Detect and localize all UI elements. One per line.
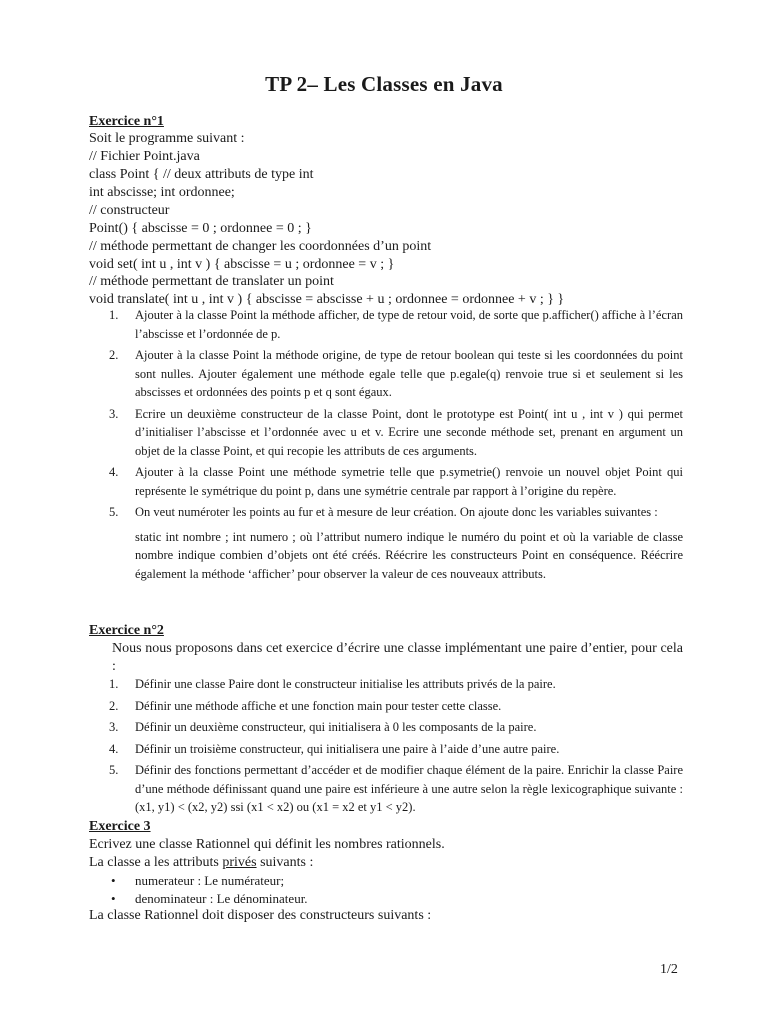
code-line: // méthode permettant de changer les coordonnées d’un point	[89, 239, 432, 254]
code-line: Point() { abscisse = 0 ; ordonnee = 0 ; }	[89, 221, 312, 236]
list-item	[89, 718, 683, 737]
bullet-icon: •	[111, 891, 116, 906]
code-line: class Point { // deux attributs de type int	[89, 167, 314, 182]
code-line: void translate( int u , int v ) { abscisse = abscisse + u ; ordonnee = ordonnee + v ; } }	[89, 292, 565, 307]
exercise-3-line: Ecrivez une classe Rationnel qui définit les nombres rationnels.	[89, 837, 445, 852]
item-text: Définir un deuxième constructeur, qui initialisera à 0 les composants de la paire.	[135, 720, 537, 734]
bullet-text: denominateur : Le dénominateur.	[135, 891, 308, 906]
item-number: 2.	[109, 698, 119, 713]
list-item	[89, 675, 683, 694]
code-line: // méthode permettant de translater un point	[89, 274, 334, 289]
code-line: void set( int u , int v ) { abscisse = u ; ordonnee = v ; }	[89, 257, 395, 272]
item-number: 4.	[109, 741, 119, 756]
item-number: 3.	[109, 406, 119, 421]
list-item	[89, 697, 683, 716]
item-extra-text: static int nombre ; int numero ; où l’attribut numero indique le numéro du point et où la variable de classe nombre indique combien d’objets ont été créés. Réécrire les constructeurs Point en conséquence. Réécrire également la méthode ‘afficher’ pour observer la valeur de ces nouveaux attributs.	[135, 529, 683, 581]
exercise-3-heading: Exercice 3	[89, 819, 151, 834]
list-item	[89, 740, 683, 759]
exercise-2-intro: Nous nous proposons dans cet exercice d’écrire une classe implémentant une paire d’entier, pour cela :	[112, 641, 683, 674]
text-fragment: suivants :	[256, 855, 314, 870]
item-text: Définir une méthode affiche et une fonction main pour tester cette classe.	[135, 698, 502, 713]
bullet-item	[89, 872, 683, 890]
list-item	[89, 761, 683, 817]
exercise-2-questions	[89, 675, 683, 820]
code-line: // constructeur	[89, 203, 170, 218]
item-text: Définir une classe Paire dont le constructeur initialise les attributs privés de la paire.	[135, 677, 556, 691]
exercise-1-questions	[89, 306, 683, 586]
code-line: // Fichier Point.java	[89, 149, 200, 164]
list-item	[89, 346, 683, 402]
bullet-text: numerateur : Le numérateur;	[135, 873, 285, 888]
item-number: 5.	[109, 763, 119, 777]
exercise-2-heading: Exercice n°2	[89, 623, 164, 638]
exercise-3-attributes	[89, 872, 683, 908]
list-item	[89, 463, 683, 500]
exercise-3-line	[89, 854, 313, 872]
item-number: 5.	[109, 505, 119, 519]
code-line: int abscisse; int ordonnee;	[89, 185, 235, 200]
item-number: 4.	[109, 465, 119, 479]
text-fragment: La classe a les attributs	[89, 855, 223, 870]
item-text: Ajouter à la classe Point une méthode symetrie telle que p.symetrie() renvoie un nouvel objet Point qui représente le symétrique du point p, dans une symétrie centrale par rapport à l’origine du repère.	[135, 465, 683, 498]
list-item	[89, 405, 683, 461]
list-item	[89, 306, 683, 343]
bullet-item	[89, 890, 683, 908]
item-number: 3.	[109, 720, 119, 734]
bullet-icon: •	[111, 873, 116, 888]
item-text: Ajouter à la classe Point la méthode origine, de type de retour boolean qui teste si les coordonnées du point sont nulles. Ajouter également une méthode egale telle que p.egale(q) renvoie true si et seulement si les abscisses et ordonnées des points p et q sont égaux.	[135, 348, 683, 399]
document-title: TP 2– Les Classes en Java	[265, 72, 503, 96]
item-text: Définir un troisième constructeur, qui initialisera une paire à l’aide d’une autre paire.	[135, 741, 560, 756]
page-number: 1/2	[660, 962, 678, 977]
item-text: Ecrire un deuxième constructeur de la classe Point, dont le prototype est Point( int u , int v ) qui permet d’initialiser l’abscisse et l’ordonnée avec u et v. Ecrire une seconde méthode set, prenant en argument un objet de la classe Point, et qui recopie les attributs de ces arguments.	[135, 406, 683, 458]
item-number: 1.	[109, 677, 119, 691]
item-text: On veut numéroter les points au fur et à mesure de leur création. On ajoute donc les variables suivantes :	[135, 505, 658, 519]
exercise-3-line: La classe Rationnel doit disposer des constructeurs suivants :	[89, 908, 432, 923]
code-line: Soit le programme suivant :	[89, 131, 245, 146]
item-text: Ajouter à la classe Point la méthode afficher, de type de retour void, de sorte que p.afficher() affiche à l’écran l’abscisse et l’ordonnée de p.	[135, 308, 683, 341]
item-number: 1.	[109, 308, 119, 322]
exercise-1-heading: Exercice n°1	[89, 114, 164, 129]
list-item	[89, 503, 683, 583]
item-number: 2.	[109, 348, 119, 362]
item-text: Définir des fonctions permettant d’accéder et de modifier chaque élément de la paire. Enrichir la classe Paire d’une méthode définissant quand une paire est inférieure à une autre selon la règle lexicographique suivante : (x1, y1) < (x2, y2) ssi (x1 < x2) ou (x1 = x2 et y1 < y2).	[135, 763, 683, 814]
underlined-word: privés	[222, 855, 257, 870]
